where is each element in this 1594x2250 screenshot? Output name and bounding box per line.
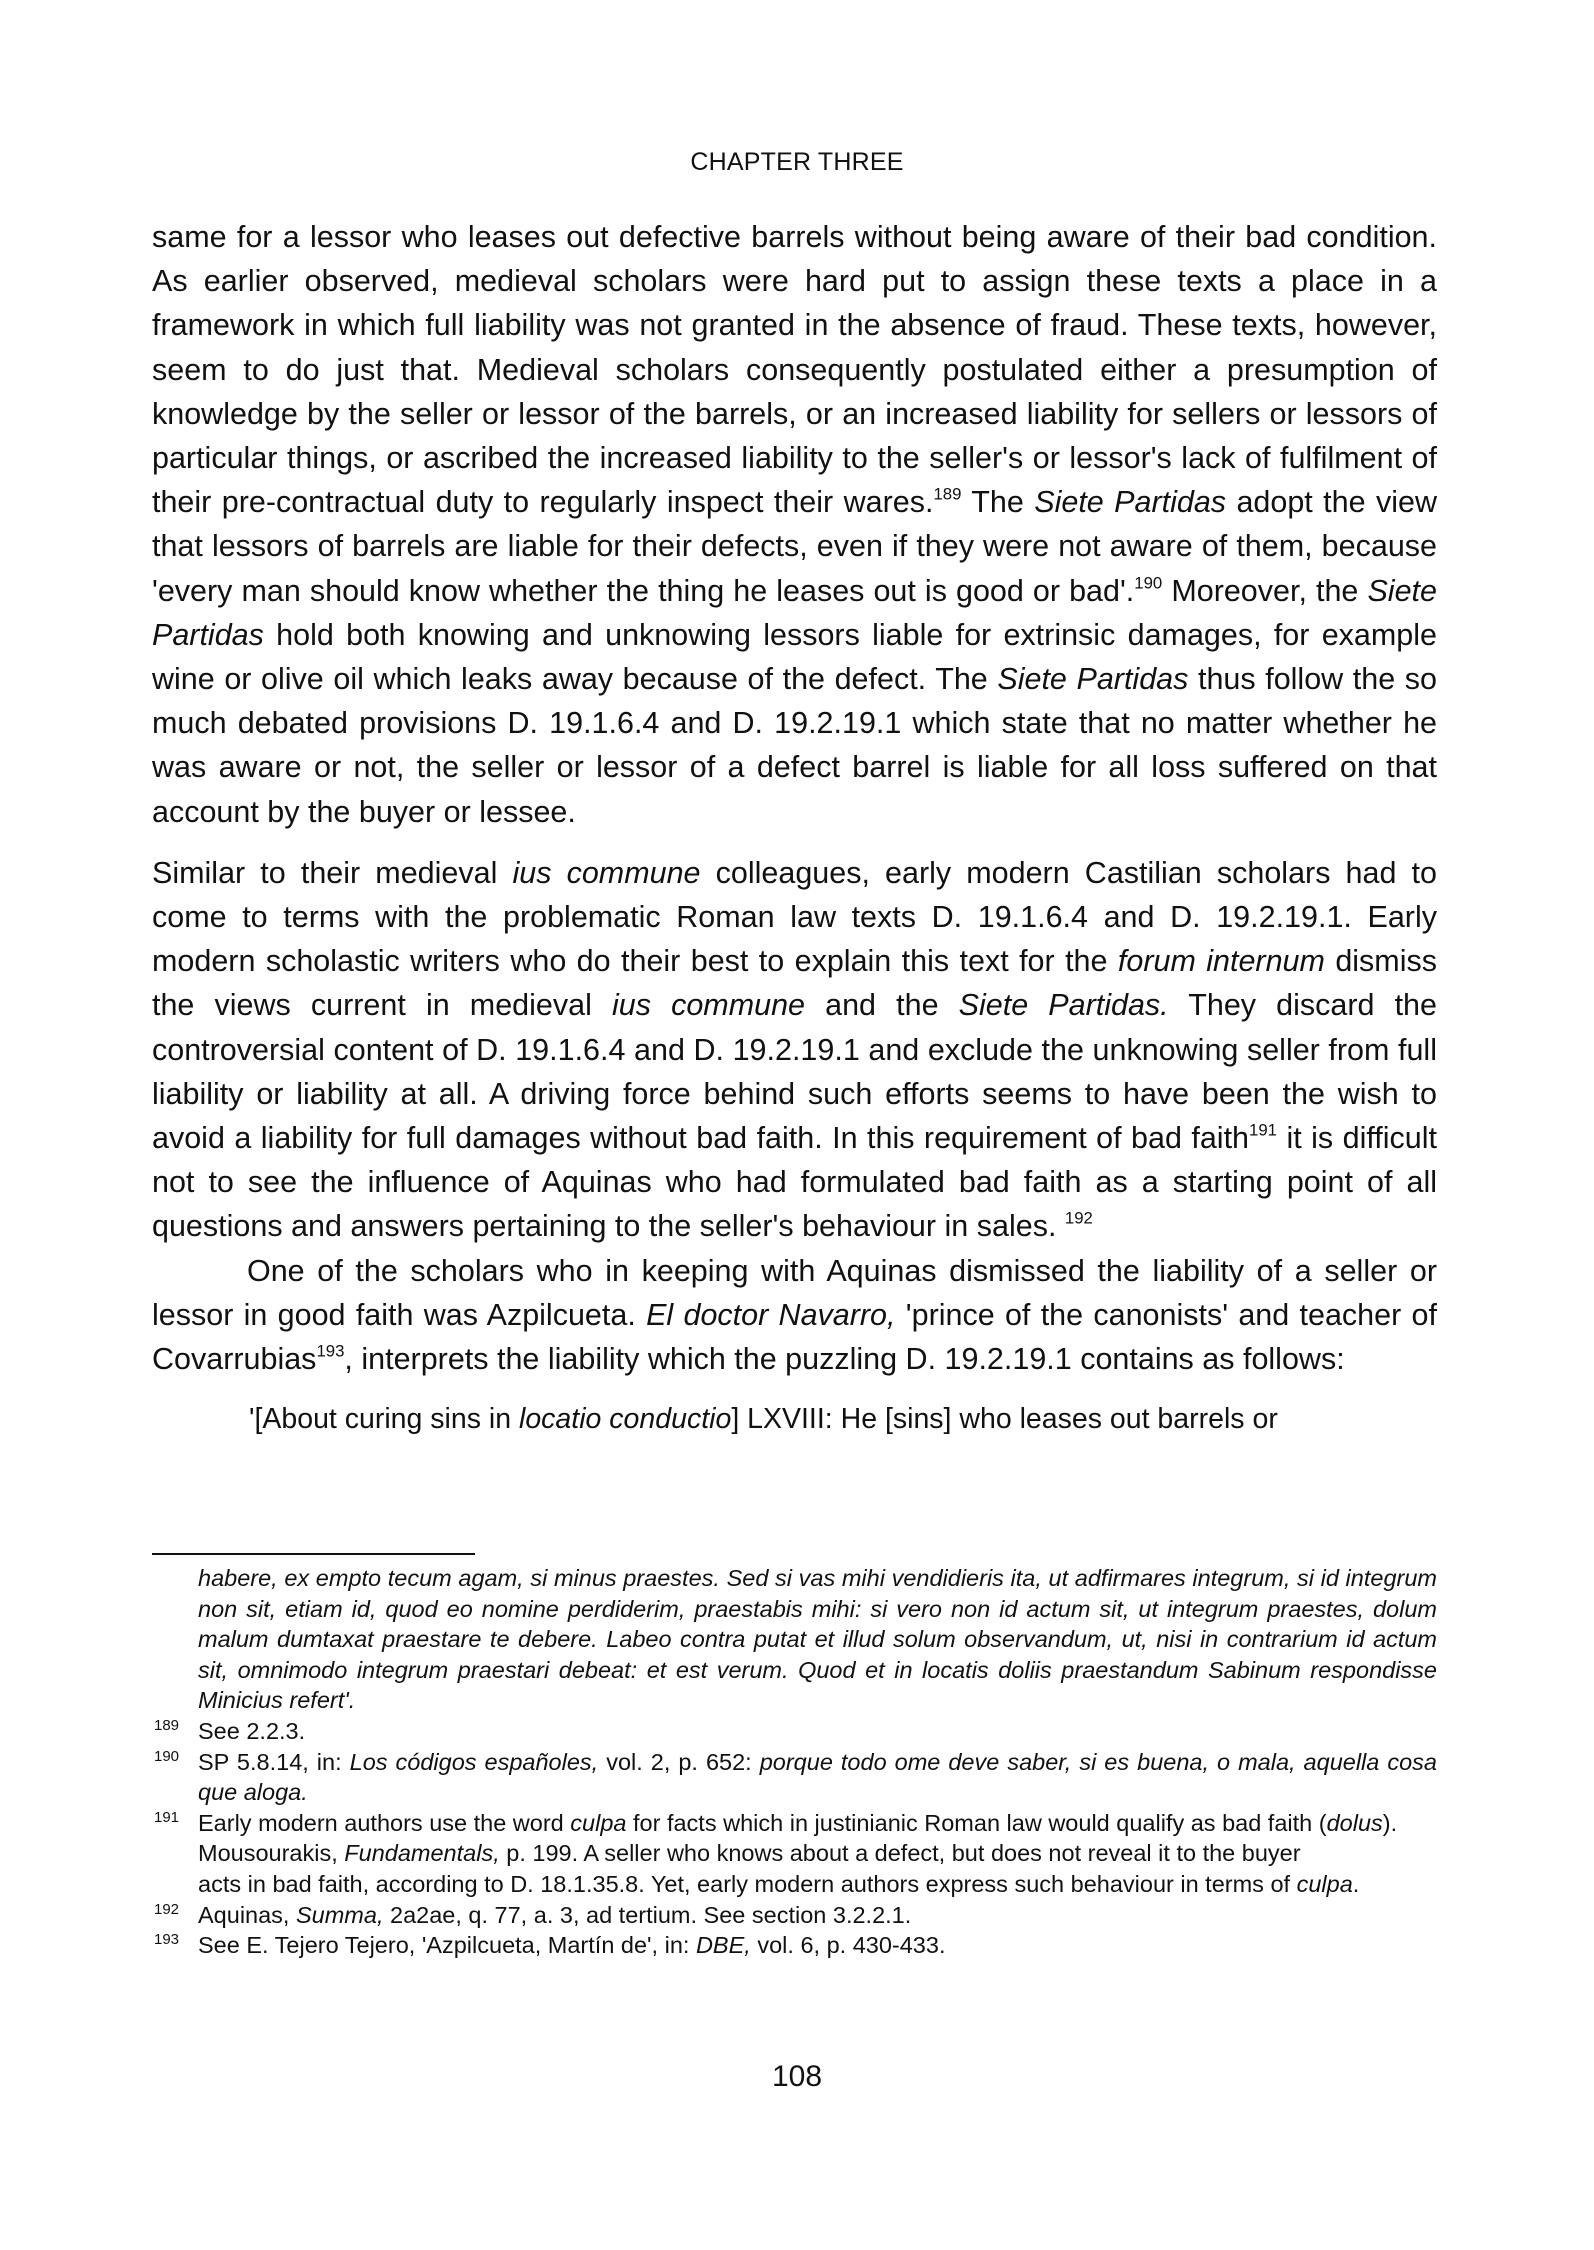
page-number: 108 [771,2060,823,2093]
body-text [152,215,1437,1441]
footnote-number: 190 [154,1747,180,1765]
footnote-ref-191[interactable]: 191 [1249,1120,1277,1140]
footnote-190: 190 SP 5.8.14, in: Los códigos españoles, vol. 2, p. 652: porque todo ome deve saber, si es buena, o mala, aquella cosa que aloga. [152,1747,1437,1808]
footnote-ref-193[interactable]: 193 [316,1341,345,1361]
footnote-191: 191 Early modern authors use the word culpa for facts which in justinianic Roman law would qualify as bad faith (dolus). Mousourakis, Fundamentals, p. 199. A seller who knows about a defect, but does not reveal it to the buyer acts in bad faith, according to D. 18.1.35.8. Yet, early modern authors express such behaviour in terms of culpa. [152,1808,1437,1900]
footnote-number: 192 [154,1900,180,1918]
footnote-ref-192[interactable]: 192 [1064,1208,1093,1228]
footnotes [152,1563,1437,1961]
paragraph-2: Similar to their medieval ius commune colleagues, early modern Castilian scholars had to come to terms with the problematic Roman law texts D. 19.1.6.4 and D. 19.2.19.1. Early modern scholastic writers who do their best to explain this text for the forum internum dismiss the views current in medieval ius commune and the Siete Partidas. They discard the controversial content of D. 19.1.6.4 and D. 19.2.19.1 and exclude the unknowing seller from full liability or liability at all. A driving force behind such efforts seems to have been the wish to avoid a liability for full damages without bad faith. In this requirement of bad faith$^{191}$ it is difficult not to see the influence of Aquinas who had formulated bad faith as a starting point of all questions and answers pertaining to the seller's behaviour in sales. $^{192}$ [152,855,1437,1244]
footnote-ref-189[interactable]: 189 [933,484,962,504]
footnote-number: 189 [154,1716,180,1734]
footnote-separator [152,1553,475,1555]
block-quote: '[About curing sins in locatio conductio] LXVIII: He [sins] who leases out barrels or [249,1403,1278,1436]
footnote-192: 192 Aquinas, Summa, 2a2ae, q. 77, a. 3, ad tertium. See section 3.2.2.1. [152,1900,1437,1931]
running-head: CHAPTER THREE [690,148,904,176]
paragraph-3: One of the scholars who in keeping with Aquinas dismissed the liability of a seller or lessor in good faith was Azpilcueta. El doctor Navarro, 'prince of the canonists' and teacher of Covarrubias$^{193}$, interprets the liability which the puzzling D. 19.2.19.1 contains as follows: [152,1253,1437,1377]
footnote-193: 193 See E. Tejero Tejero, 'Azpilcueta, Martín de', in: DBE, vol. 6, p. 430-433. [152,1930,1437,1961]
paragraph-1: same for a lessor who leases out defective barrels without being aware of their bad condition. As earlier observed, medieval scholars were hard put to assign these texts a place in a framework in which full liability was not granted in the absence of fraud. These texts, however, seem to do just that. Medieval scholars consequently postulated either a presumption of knowledge by the seller or lessor of the barrels, or an increased liability for sellers or lessors of particular things, or ascribed the increased liability to the seller's or lessor's lack of fulfilment of their pre-contractual duty to regularly inspect their wares.$^{189}$ The Siete Partidas adopt the view that lessors of barrels are liable for their defects, even if they were not aware of them, because 'every man should know whether the thing he leases out is good or bad'.$^{190}$ Moreover, the Siete Partidas hold both knowing and unknowing lessors liable for extrinsic damages, for example wine or olive oil which leaks away because of the defect. The Siete Partidas thus follow the so much debated provisions D. 19.1.6.4 and D. 19.2.19.1 which state that no matter whether he was aware or not, the seller or lessor of a defect barrel is liable for all loss suffered on that account by the buyer or lessee. [152,220,1438,829]
footnote-189: 189 See 2.2.3. [152,1716,1437,1747]
footnote-number: 193 [154,1931,180,1949]
footnote-ref-190[interactable]: 190 [1134,573,1163,593]
footnote-continued: habere, ex empto tecum agam, si minus praestes. Sed si vas mihi vendidieris ita, ut adfirmares integrum, si id integrum non sit, etiam id, quod eo nomine perdiderim, praestabis mihi: si vero non id actum sit, ut integrum praestes, dolum malum dumtaxat praestare te debere. Labeo contra putat et illud solum observandum, ut, nisi in contrarium id actum sit, omnimodo integrum praestari debeat: et est verum. Quod et in locatis doliis praestandum Sabinum respondisse Minicius refert'. [198,1565,1437,1714]
footnote-number: 191 [154,1808,180,1826]
